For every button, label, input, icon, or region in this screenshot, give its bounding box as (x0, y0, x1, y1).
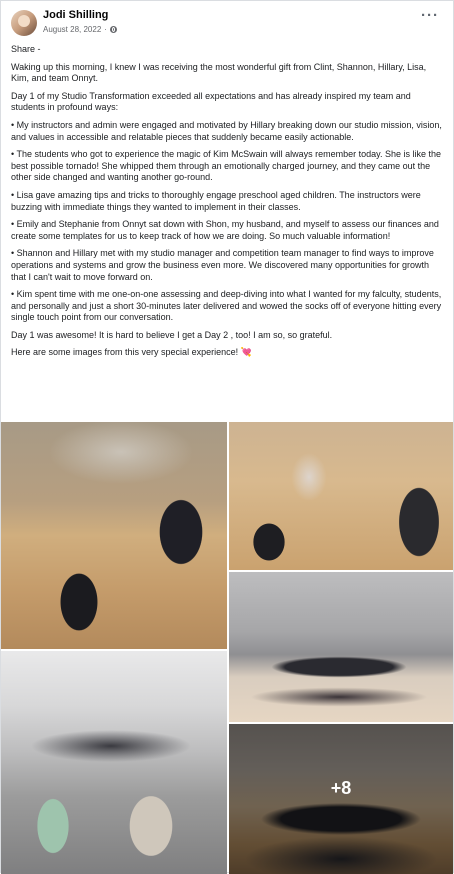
post-paragraph: • Emily and Stephanie from Onnyt sat down with Shon, my husband, and myself to assess our finances and create some templates for us to keep track of how we are doing. So much valuable information! (11, 219, 439, 241)
more-photos-count[interactable]: +8 (330, 777, 352, 798)
avatar[interactable] (11, 10, 37, 36)
post-header (1, 1, 453, 37)
more-options-icon[interactable]: ··· (421, 7, 439, 24)
post-paragraph: Here are some images from this very special experience! 💘 (11, 347, 252, 358)
photo-more-images[interactable] (229, 724, 453, 874)
photo-dancers-in-circle[interactable] (1, 651, 227, 874)
post-text (11, 44, 446, 365)
post-paragraph: • Kim spent time with me one-on-one assessing and deep-diving into what I wanted for my falculty, students, and personally and just a short 30-minutes later delivered and wowed the socks off of everyone hitting every single touch point from our conversation. (11, 289, 442, 323)
globe-icon[interactable] (110, 26, 117, 33)
photo-instructor-stretching-student[interactable] (1, 422, 227, 649)
author-name[interactable]: Jodi Shilling (43, 9, 109, 21)
post-paragraph: • Shannon and Hillary met with my studio manager and competition team manager to find ways to improve operations and systems and grow the business even more. We discovered many opportunities for growth that I can't wait to move forward on. (11, 248, 434, 282)
post-date[interactable]: August 28, 2022 (43, 25, 102, 34)
post-paragraph: • My instructors and admin were engaged and motivated by Hillary breaking down our studio mission, vision, and values in accessible and relatable pieces that suddenly became easily actionable. (11, 119, 442, 142)
post-paragraph: Share - (11, 44, 41, 54)
post-paragraph: Day 1 was awesome! It is hard to believe I get a Day 2 , too! I am so, so grateful. (11, 329, 333, 340)
post-paragraph: • Lisa gave amazing tips and tricks to thoroughly engage preschool aged children. The instructors were buzzing with immediate things they wanted to implement in their classes. (11, 189, 421, 212)
post-paragraph: • The students who got to experience the magic of Kim McSwain will always remember today. She is like the best possible tornado! She whipped them through an emotionally charged journey, and they came out the other side changed and wanting another go-round. (11, 149, 442, 183)
post-meta: August 28, 2022 · (43, 25, 117, 34)
photo-instructor-with-young-dancers[interactable] (229, 422, 453, 570)
post-paragraph: Waking up this morning, I knew I was receiving the most wonderful gift from Clint, Shannon, Hillary, Lisa, Kim, and team Onnyt. (11, 61, 427, 84)
post-paragraph: Day 1 of my Studio Transformation exceeded all expectations and has already inspired my team and students in profound ways: (11, 90, 411, 113)
photo-gallery (1, 422, 453, 874)
photo-dancers-on-floor[interactable] (229, 572, 453, 722)
